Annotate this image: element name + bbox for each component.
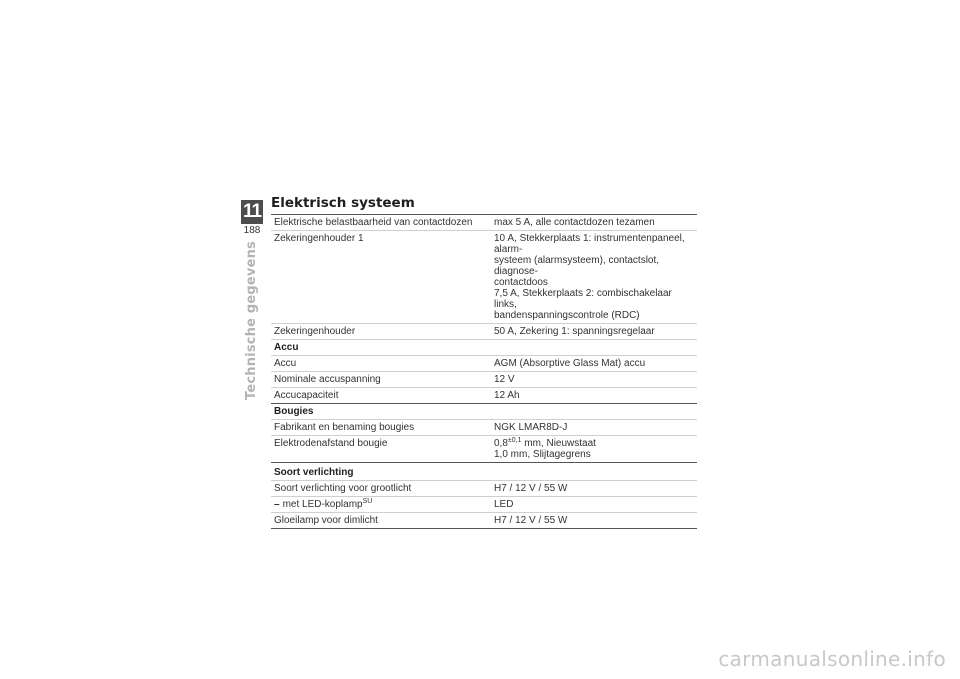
value-number: 0,8 — [494, 438, 508, 449]
value-line: 7,5 A, Stekkerplaats 2: combischakelaar links, — [494, 288, 672, 310]
value-line: 1,0 mm, Slijtagegrens — [494, 449, 591, 460]
group-heading-accu — [271, 340, 697, 356]
row-value — [494, 231, 697, 324]
chapter-marker — [241, 200, 263, 237]
row-label: Gloeilamp voor dimlicht — [271, 513, 494, 529]
value-line: systeem (alarmsysteem), contactslot, diagnose- — [494, 255, 660, 277]
group-heading: Soort verlichting — [271, 463, 697, 481]
value-unit: mm, Nieuwstaat — [521, 438, 596, 449]
row-value: 12 V — [494, 372, 697, 388]
row-value: LED — [494, 497, 697, 513]
group-heading-bougies — [271, 404, 697, 420]
section-title: Elektrisch systeem — [271, 195, 415, 211]
table-row — [271, 513, 697, 529]
row-value: NGK LMAR8D-J — [494, 420, 697, 436]
table-row — [271, 215, 697, 231]
row-value: H7 / 12 V / 55 W — [494, 513, 697, 529]
table-row — [271, 356, 697, 372]
row-value: H7 / 12 V / 55 W — [494, 481, 697, 497]
row-value — [494, 436, 697, 463]
table-row — [271, 481, 697, 497]
side-chapter-title: Technische gegevens — [244, 240, 259, 400]
label-text: met LED-koplamp — [282, 499, 363, 510]
watermark: carmanualsonline.info — [718, 647, 946, 671]
row-label: Elektrodenafstand bougie — [271, 436, 494, 463]
row-label: Zekeringenhouder — [271, 324, 494, 340]
row-label: Zekeringenhouder 1 — [271, 231, 494, 324]
value-line: 10 A, Stekkerplaats 1: instrumentenpaneel, alarm- — [494, 233, 685, 255]
spec-table — [271, 214, 697, 529]
row-value: AGM (Absorptive Glass Mat) accu — [494, 356, 697, 372]
table-row — [271, 231, 697, 324]
dash-bullet: – — [274, 499, 280, 510]
row-value: max 5 A, alle contactdozen tezamen — [494, 215, 697, 231]
value-line: bandenspanningscontrole (RDC) — [494, 310, 640, 321]
option-superscript: SU — [362, 498, 373, 505]
row-label: Elektrische belastbaarheid van contactdozen — [271, 215, 494, 231]
row-label: Accucapaciteit — [271, 388, 494, 404]
chapter-number: 11 — [242, 201, 262, 222]
table-row — [271, 388, 697, 404]
page-number: 188 — [243, 225, 261, 236]
table-row — [271, 372, 697, 388]
row-value: 12 Ah — [494, 388, 697, 404]
row-value: 50 A, Zekering 1: spanningsregelaar — [494, 324, 697, 340]
row-label: Nominale accuspanning — [271, 372, 494, 388]
row-label: Accu — [271, 356, 494, 372]
row-label — [271, 497, 494, 513]
group-heading: Accu — [271, 340, 697, 356]
row-label: Soort verlichting voor grootlicht — [271, 481, 494, 497]
table-row — [271, 420, 697, 436]
group-heading: Bougies — [271, 404, 697, 420]
table-row — [271, 324, 697, 340]
value-line: contactdoos — [494, 277, 548, 288]
table-row — [271, 436, 697, 463]
table-row — [271, 497, 697, 513]
value-tolerance: ±0,1 — [507, 437, 522, 444]
row-label: Fabrikant en benaming bougies — [271, 420, 494, 436]
value-line — [494, 438, 697, 449]
group-heading-verlichting — [271, 463, 697, 481]
